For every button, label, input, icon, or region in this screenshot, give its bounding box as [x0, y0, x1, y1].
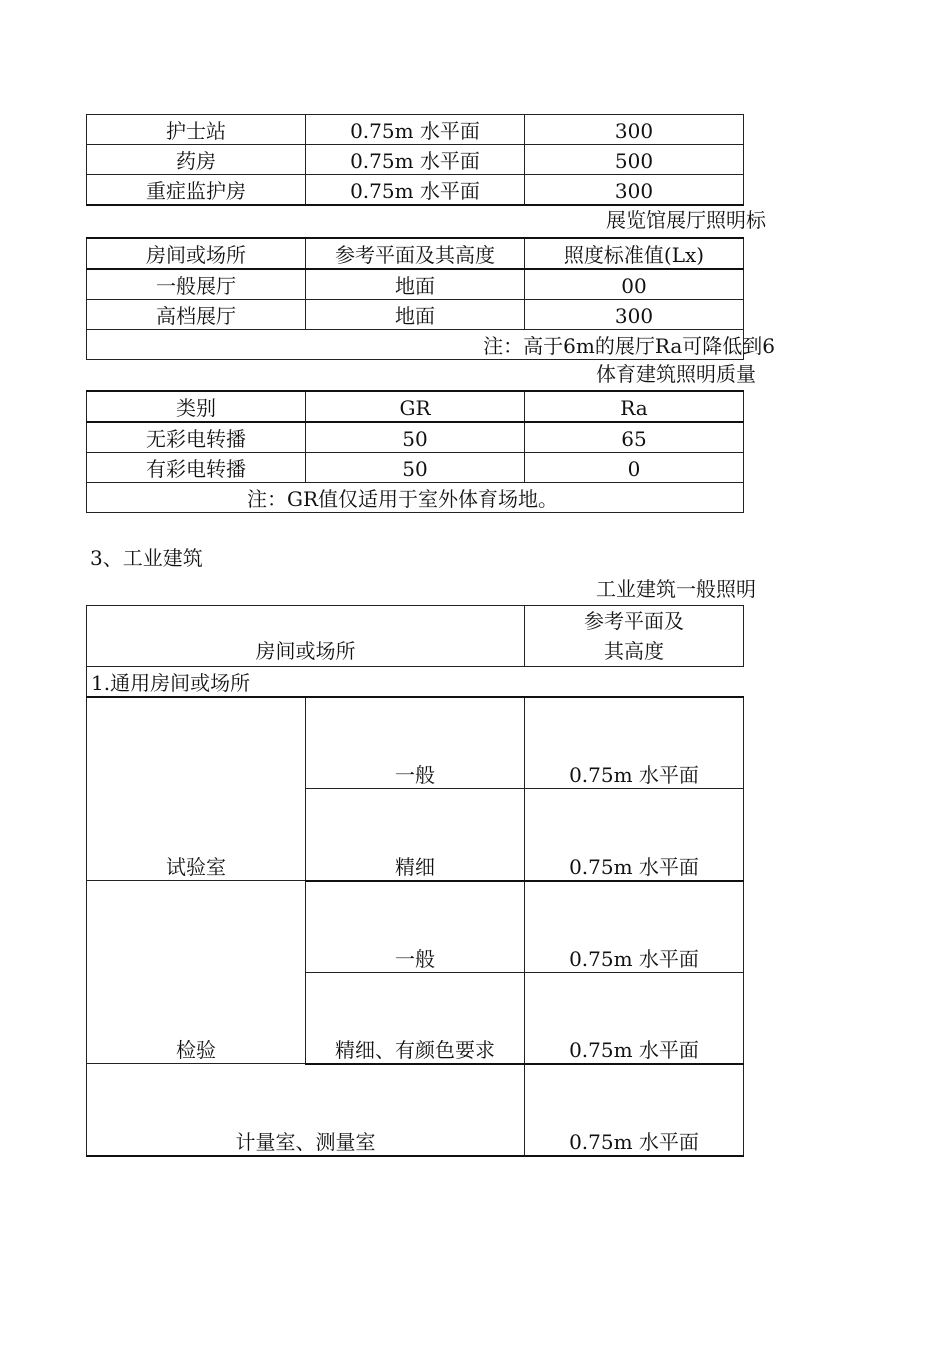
table-row: [87, 422, 744, 453]
room-name: 一般展厅: [87, 269, 306, 300]
table-note: [87, 330, 775, 360]
room-name: 检验: [87, 881, 306, 1064]
reference-plane: 地面: [306, 300, 525, 330]
header-ref-line2: 其高度: [604, 639, 664, 663]
reference-plane: 0.75m 水平面: [306, 175, 525, 206]
header-ra: Ra: [525, 391, 744, 422]
reference-plane: 地面: [306, 269, 525, 300]
table-row: [87, 145, 744, 175]
reference-plane: 0.75m 水平面: [306, 115, 525, 145]
sports-caption: 体育建筑照明质量: [596, 362, 756, 386]
illuminance-value: 00: [525, 269, 744, 300]
header-illuminance: 照度标准值(Lx): [525, 238, 744, 269]
table-row: [87, 697, 744, 789]
table-header-row: [87, 606, 744, 667]
table-header-row: [87, 238, 744, 269]
table-header-row: [87, 391, 744, 422]
room-name: 重症监护房: [87, 175, 306, 206]
gr-value: 50: [306, 422, 525, 453]
table-row: [87, 175, 744, 206]
exhibit-lighting-table: [86, 237, 775, 360]
header-reference-plane: [525, 606, 744, 667]
category: 有彩电转播: [87, 453, 306, 483]
header-ref-line1: 参考平面及: [584, 609, 684, 633]
table-row: [87, 115, 744, 145]
industrial-lighting-table: [86, 605, 744, 1157]
ra-value: 0: [525, 453, 744, 483]
room-name: 高档展厅: [87, 300, 306, 330]
header-category: 类别: [87, 391, 306, 422]
category: 无彩电转播: [87, 422, 306, 453]
table-row: [87, 269, 744, 300]
header-room: 房间或场所: [87, 606, 525, 667]
note-text: 注：高于6m的展厅Ra可降低到6: [483, 334, 775, 358]
illuminance-value: 500: [525, 145, 744, 175]
reference-plane: 0.75m 水平面: [525, 972, 744, 1064]
group-row: [87, 667, 744, 698]
sub-category: 一般: [306, 697, 525, 789]
header-room: 房间或场所: [87, 238, 306, 269]
gr-value: 50: [306, 453, 525, 483]
reference-plane: 0.75m 水平面: [525, 697, 744, 789]
reference-plane: 0.75m 水平面: [306, 145, 525, 175]
illuminance-value: 300: [525, 300, 744, 330]
room-name: 试验室: [87, 697, 306, 881]
industrial-caption: 工业建筑一般照明: [596, 577, 756, 601]
table-note-row: [87, 483, 744, 513]
header-gr: GR: [306, 391, 525, 422]
section-heading: 3、工业建筑: [90, 546, 203, 570]
table-row: [87, 881, 744, 973]
illuminance-value: 300: [525, 175, 744, 206]
table-row: [87, 453, 744, 483]
reference-plane: 0.75m 水平面: [525, 881, 744, 973]
illuminance-value: 300: [525, 115, 744, 145]
room-name: 药房: [87, 145, 306, 175]
room-name: 护士站: [87, 115, 306, 145]
table-note-row: [87, 330, 744, 360]
reference-plane: 0.75m 水平面: [525, 1064, 744, 1156]
header-reference-plane: 参考平面及其高度: [306, 238, 525, 269]
ra-value: 65: [525, 422, 744, 453]
sub-category: 精细: [306, 789, 525, 881]
exhibit-caption: 展览馆展厅照明标: [606, 208, 766, 232]
table-row: [87, 300, 744, 330]
table-note: 注：GR值仅适用于室外体育场地。: [87, 483, 744, 513]
group-label: 1.通用房间或场所: [87, 667, 744, 698]
hospital-lighting-table: [86, 114, 744, 206]
sports-lighting-table: [86, 390, 744, 513]
sub-category: 精细、有颜色要求: [306, 972, 525, 1064]
sub-category: 一般: [306, 881, 525, 973]
table-row: [87, 1064, 744, 1156]
room-name: 计量室、测量室: [87, 1064, 525, 1156]
reference-plane: 0.75m 水平面: [525, 789, 744, 881]
